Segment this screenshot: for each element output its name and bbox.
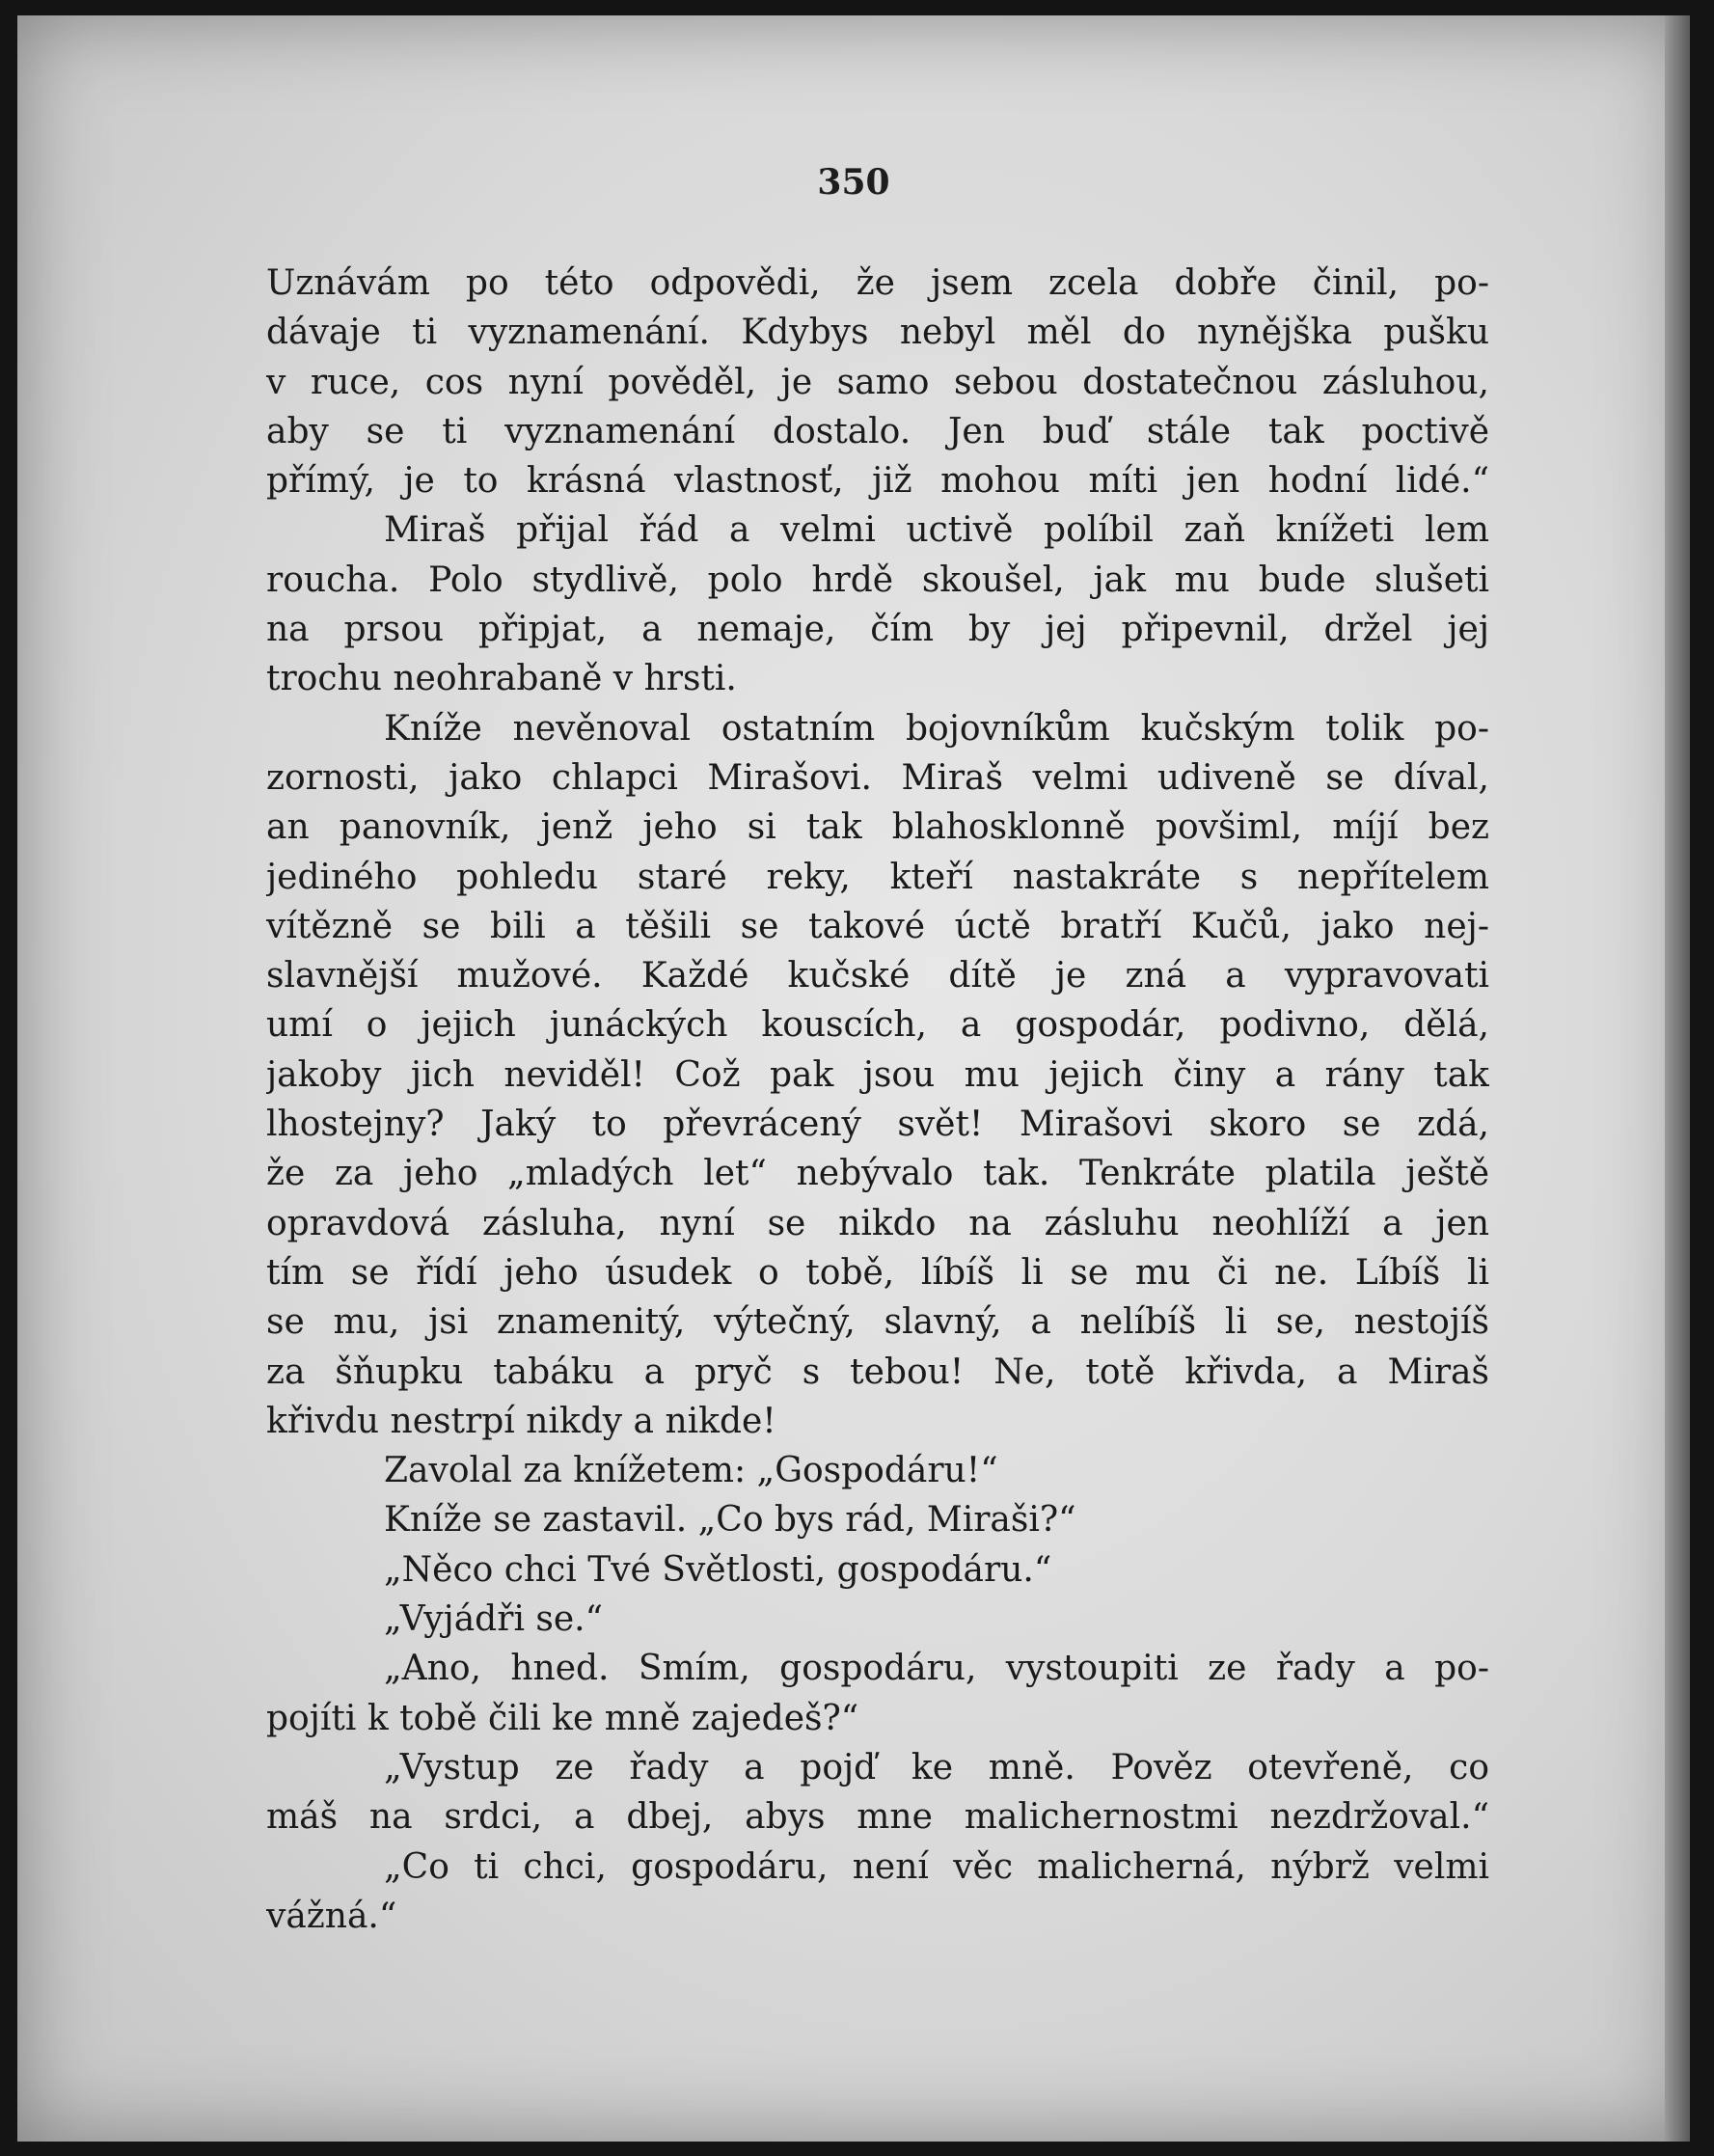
text-line: „Něco chci Tvé Světlosti, gospodáru.“ bbox=[384, 1549, 1052, 1590]
text-line: vítězně se bili a těšili se takové úctě bratří Kučů, jako nej- bbox=[266, 906, 1489, 946]
text-line: opravdová zásluha, nyní se nikdo na zásluhu neohlíží a jen bbox=[266, 1203, 1489, 1243]
text-line: že za jeho „mladých let“ nebývalo tak. Tenkráte platila ještě bbox=[266, 1154, 1489, 1194]
text-line: roucha. Polo stydlivě, polo hrdě skoušel, jak mu bude slušeti bbox=[266, 559, 1489, 600]
text-line: dávaje ti vyznamenání. Kdybys nebyl měl do nynějška pušku bbox=[266, 313, 1489, 353]
text-line: přímý, je to krásná vlastnosť, již mohou míti jen hodní lidé.“ bbox=[266, 461, 1489, 502]
text-line: zornosti, jako chlapci Mirašovi. Miraš velmi udiveně se díval, bbox=[266, 757, 1489, 798]
text-line: křivdu nestrpí nikdy a nikde! bbox=[266, 1401, 776, 1441]
text-line: jediného pohledu staré reky, kteří nastakráte s nepřítelem bbox=[266, 857, 1489, 897]
text-line: v ruce, cos nyní pověděl, je samo sebou dostatečnou zásluhou, bbox=[266, 362, 1489, 402]
text-line: Kníže nevěnoval ostatním bojovníkům kučským tolik po- bbox=[384, 708, 1489, 749]
text-line: na prsou připjat, a nemaje, čím by jej připevnil, držel jej bbox=[266, 610, 1489, 650]
text-line: pojíti k tobě čili ke mně zajedeš?“ bbox=[266, 1698, 859, 1738]
text-line: slavnější mužové. Každé kučské dítě je zná a vypravovati bbox=[266, 956, 1489, 996]
text-line: Miraš přijal řád a velmi uctivě políbil zaň knížeti lem bbox=[384, 510, 1489, 551]
body-text bbox=[266, 259, 1489, 1941]
text-line: umí o jejich junáckých kouscích, a gospodár, podivno, dělá, bbox=[266, 1005, 1489, 1046]
text-line: „Vystup ze řady a pojď ke mně. Pověz otevřeně, co bbox=[384, 1747, 1489, 1788]
text-line: za šňupku tabáku a pryč s tebou! Ne, totě křivda, a Miraš bbox=[266, 1351, 1489, 1392]
text-line: trochu neohrabaně v hrsti. bbox=[266, 659, 737, 699]
text-line: máš na srdci, a dbej, abys mne malichernostmi nezdržoval.“ bbox=[266, 1797, 1489, 1838]
text-line: Kníže se zastavil. „Co bys rád, Miraši?“ bbox=[384, 1500, 1076, 1541]
page-edge-shadow bbox=[1665, 15, 1690, 2142]
text-line: tím se řídí jeho úsudek o tobě, líbíš li se mu či ne. Líbíš li bbox=[266, 1252, 1489, 1293]
page-number: 350 bbox=[817, 162, 890, 203]
text-line: Uznávám po této odpovědi, že jsem zcela dobře činil, po- bbox=[266, 263, 1489, 303]
text-line: vážná.“ bbox=[266, 1896, 397, 1936]
text-line: jakoby jich neviděl! Což pak jsou mu jejich činy a rány tak bbox=[266, 1054, 1489, 1095]
text-line: Zavolal za knížetem: „Gospodáru!“ bbox=[384, 1451, 998, 1491]
text-line: „Ano, hned. Smím, gospodáru, vystoupiti ze řady a po- bbox=[384, 1649, 1489, 1689]
text-line: se mu, jsi znamenitý, výtečný, slavný, a nelíbíš li se, nestojíš bbox=[266, 1302, 1489, 1343]
text-line: lhostejny? Jaký to převrácený svět! Mirašovi skoro se zdá, bbox=[266, 1105, 1489, 1145]
text-line: an panovník, jenž jeho si tak blahosklonně povšiml, míjí bez bbox=[266, 807, 1489, 848]
book-page bbox=[17, 15, 1690, 2142]
text-line: „Vyjádři se.“ bbox=[384, 1599, 604, 1640]
text-line: aby se ti vyznamenání dostalo. Jen buď stále tak poctivě bbox=[266, 411, 1489, 451]
text-line: „Co ti chci, gospodáru, není věc malicherná, nýbrž velmi bbox=[384, 1846, 1489, 1887]
